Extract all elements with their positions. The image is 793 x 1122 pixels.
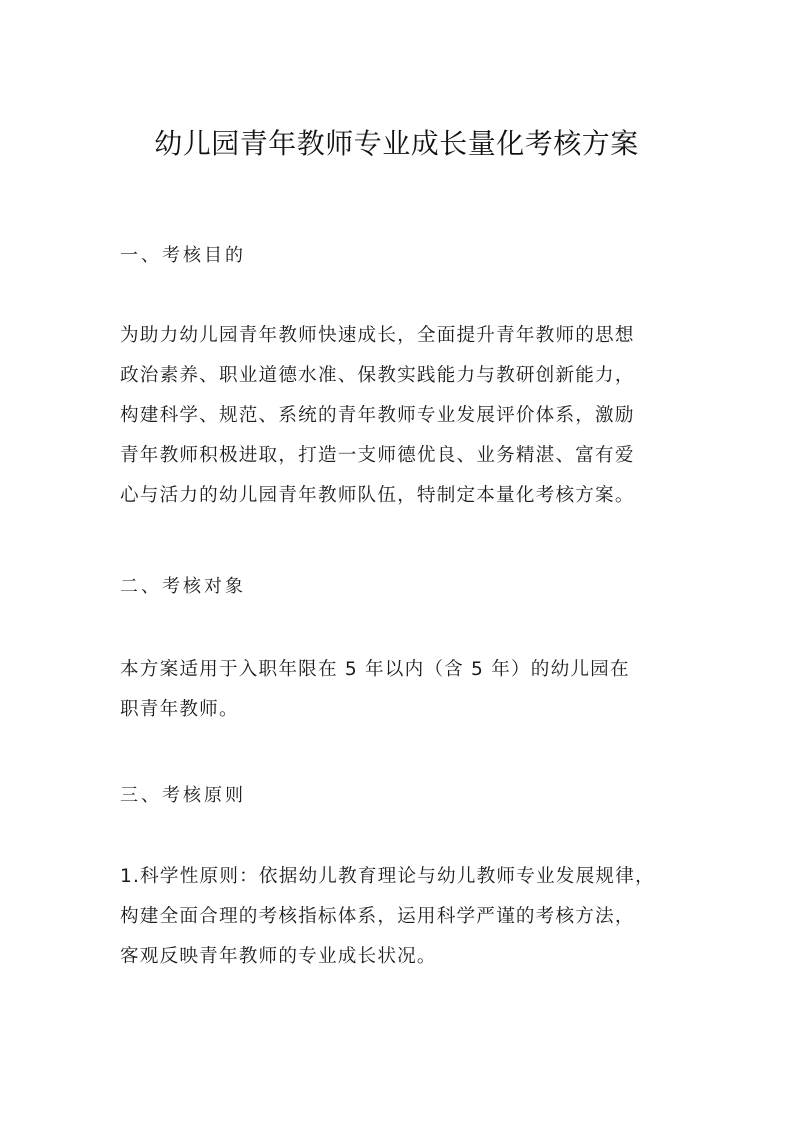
paragraph-line: 为助力幼儿园青年教师快速成长，全面提升青年教师的思想 bbox=[120, 325, 635, 346]
section-heading-target: 二、考核对象 bbox=[120, 576, 246, 597]
section-paragraph-target bbox=[120, 650, 676, 730]
section-heading-purpose: 一、考核目的 bbox=[120, 245, 246, 266]
paragraph-line: 客观反映青年教师的专业成长状况。 bbox=[120, 946, 437, 967]
paragraph-line: 构建科学、规范、系统的青年教师专业发展评价体系，激励 bbox=[120, 405, 635, 426]
document-title: 幼儿园青年教师专业成长量化考核方案 bbox=[154, 127, 639, 160]
paragraph-line: 本方案适用于入职年限在 5 年以内（含 5 年）的幼儿园在 bbox=[120, 659, 630, 680]
section-paragraph-purpose bbox=[120, 316, 676, 516]
paragraph-line: 构建全面合理的考核指标体系，运用科学严谨的考核方法， bbox=[120, 906, 635, 927]
section-heading-principles: 三、考核原则 bbox=[120, 785, 246, 806]
paragraph-line: 青年教师积极进取，打造一支师德优良、业务精湛、富有爱 bbox=[120, 445, 635, 466]
paragraph-line: 1.科学性原则：依据幼儿教育理论与幼儿教师专业发展规律， bbox=[120, 866, 655, 887]
paragraph-line: 心与活力的幼儿园青年教师队伍，特制定本量化考核方案。 bbox=[120, 485, 635, 506]
paragraph-line: 政治素养、职业道德水准、保教实践能力与教研创新能力， bbox=[120, 365, 635, 386]
section-paragraph-principles bbox=[120, 857, 676, 977]
paragraph-line: 职青年教师。 bbox=[120, 699, 239, 720]
